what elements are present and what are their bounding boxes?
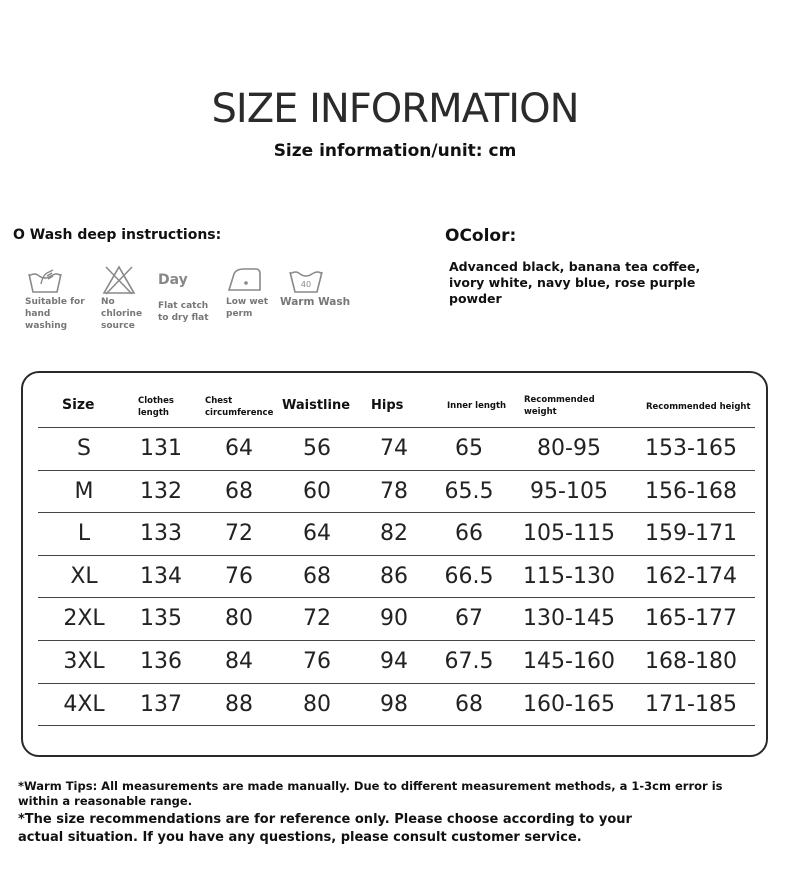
table-cell: 171-185	[645, 691, 737, 717]
table-cell: 132	[140, 478, 182, 504]
table-cell: 98	[380, 691, 408, 717]
wash-label-warm: Warm Wash	[280, 296, 351, 308]
table-divider	[38, 512, 755, 513]
table-cell: 160-165	[523, 691, 615, 717]
table-cell: 156-168	[645, 478, 737, 504]
header-inner-length: Inner length	[447, 401, 507, 411]
table-cell: 134	[140, 563, 182, 589]
table-cell: 90	[380, 606, 408, 632]
table-cell: 4XL	[63, 691, 105, 717]
wash-item-flat-dry	[158, 268, 218, 324]
color-options: Advanced black, banana tea coffee, ivory white, navy blue, rose purple powder	[449, 259, 701, 306]
table-cell: 60	[303, 478, 331, 504]
table-cell: 136	[140, 649, 182, 674]
page-subtitle: Size information/unit: cm	[273, 141, 517, 161]
header-waistline: Waistline	[282, 398, 351, 413]
table-cell: 165-177	[645, 606, 737, 632]
wash-label-no-chlorine: No chlorine source	[101, 297, 143, 331]
wash-item-iron	[226, 264, 276, 320]
table-cell: S	[77, 436, 91, 461]
wash-item-hand	[25, 264, 95, 332]
table-cell: 80	[303, 691, 331, 717]
header-hips: Hips	[371, 398, 404, 413]
header-size: Size	[62, 397, 95, 413]
wash-label-hand: Suitable for hand washing	[25, 297, 85, 331]
table-cell: 80	[225, 606, 253, 632]
table-cell: 72	[225, 521, 253, 547]
table-cell: M	[74, 478, 94, 504]
table-cell: 68	[225, 478, 253, 504]
table-cell: 67.5	[444, 649, 494, 674]
table-cell: 135	[140, 606, 182, 632]
table-divider	[38, 683, 755, 684]
table-cell: 64	[225, 436, 253, 461]
table-cell: L	[77, 521, 91, 547]
table-divider	[38, 725, 755, 726]
table-cell: 78	[380, 478, 408, 504]
table-divider	[38, 597, 755, 598]
table-divider	[38, 427, 755, 428]
tip-line-4: actual situation. If you have any questions, please consult customer service.	[18, 830, 582, 845]
table-cell: 95-105	[530, 478, 608, 504]
header-clothes-length: Clothes length	[138, 396, 174, 418]
wash-label-iron: Low wet perm	[226, 297, 269, 319]
table-cell: 133	[140, 521, 182, 547]
wash-label-flat-dry: Flat catch to dry flat	[158, 301, 209, 323]
table-divider	[38, 470, 755, 471]
table-cell: 82	[380, 521, 408, 547]
warm-wash-temp: 40	[300, 280, 312, 289]
table-cell: 65	[455, 436, 483, 461]
tip-line-1: *Warm Tips: All measurements are made manually. Due to different measurement methods, a 1-3cm error is	[18, 779, 723, 793]
header-chest: Chest circumference	[205, 396, 274, 418]
warm-wash-icon	[280, 264, 355, 296]
wash-item-no-chlorine	[101, 264, 151, 332]
tip-line-2: within a reasonable range.	[18, 794, 193, 808]
hand-wash-icon	[25, 264, 95, 296]
table-cell: 153-165	[645, 436, 737, 461]
table-cell: 80-95	[537, 436, 601, 461]
no-chlorine-icon	[101, 264, 151, 296]
table-cell: 66	[455, 521, 483, 547]
table-cell: 74	[380, 436, 408, 461]
table-cell: 84	[225, 649, 253, 674]
table-cell: 105-115	[523, 521, 615, 547]
table-cell: 88	[225, 691, 253, 717]
color-heading: OColor:	[445, 226, 517, 246]
table-cell: 65.5	[444, 478, 494, 504]
table-cell: 137	[140, 691, 182, 717]
table-cell: 168-180	[645, 649, 737, 674]
table-cell: 2XL	[63, 606, 105, 632]
table-cell: 115-130	[523, 563, 615, 589]
tip-line-3: *The size recommendations are for reference only. Please choose according to your	[18, 812, 632, 827]
table-cell: 131	[140, 436, 182, 461]
table-cell: 76	[303, 649, 331, 674]
table-cell: 130-145	[523, 606, 615, 632]
table-cell: 76	[225, 563, 253, 589]
table-cell: 64	[303, 521, 331, 547]
table-cell: 86	[380, 563, 408, 589]
table-cell: 66.5	[444, 563, 494, 589]
table-cell: 94	[380, 649, 408, 674]
table-cell: 3XL	[63, 649, 105, 674]
header-rec-height: Recommended height	[646, 402, 751, 412]
iron-low-icon	[226, 264, 276, 296]
wash-instructions-heading: O Wash deep instructions:	[13, 227, 222, 243]
table-cell: 145-160	[523, 649, 615, 674]
table-cell: 67	[455, 606, 483, 632]
table-cell: 68	[455, 691, 483, 717]
table-divider	[38, 640, 755, 641]
table-cell: 72	[303, 606, 331, 632]
table-cell: 162-174	[645, 563, 737, 589]
wash-item-warm-wash	[280, 264, 355, 308]
table-cell: 159-171	[645, 521, 737, 547]
table-cell: XL	[70, 563, 98, 589]
table-cell: 68	[303, 563, 331, 589]
header-rec-weight: Recommended weight	[524, 395, 595, 417]
table-divider	[38, 555, 755, 556]
day-icon: Day	[158, 272, 188, 288]
table-cell: 56	[303, 436, 331, 461]
page-title: SIZE INFORMATION	[211, 86, 579, 132]
